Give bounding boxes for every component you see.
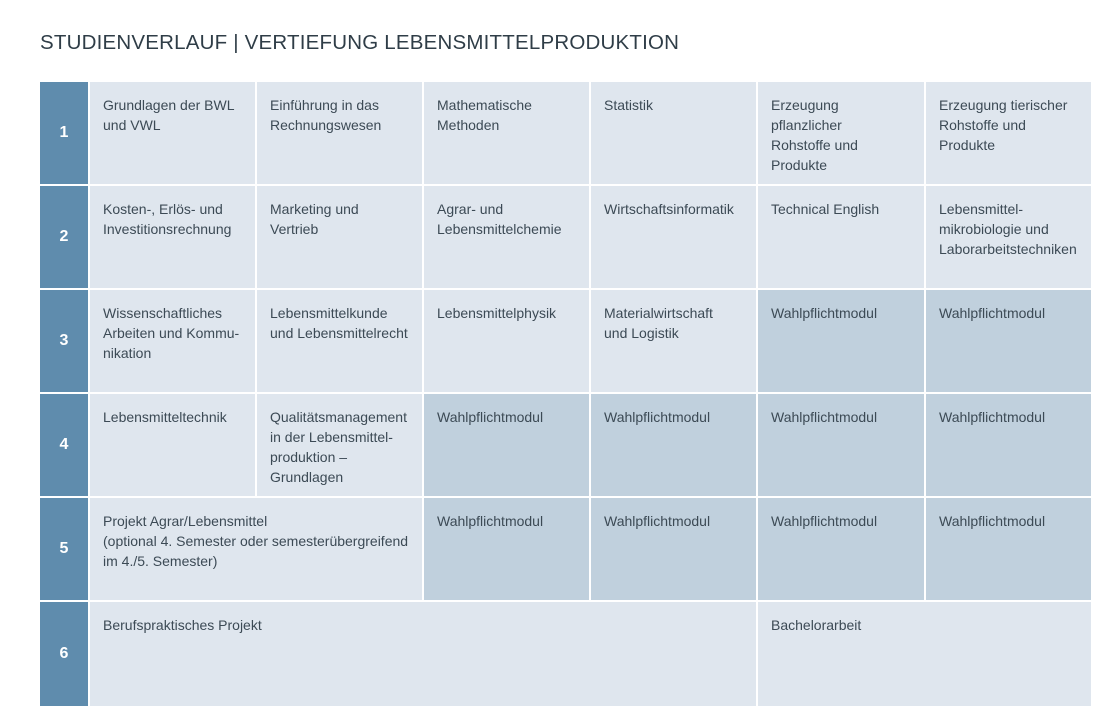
- semester-number: 4: [40, 394, 88, 496]
- elective-module-cell: Wahlpflichtmodul: [758, 290, 924, 392]
- module-cell: Wissenschaftliches Arbeiten und Kommu- nikation: [90, 290, 255, 392]
- elective-module-cell: Wahlpflichtmodul: [758, 498, 924, 600]
- elective-module-cell: Wahlpflichtmodul: [591, 498, 756, 600]
- semester-number: 1: [40, 82, 88, 184]
- module-cell: Materialwirtschaft und Logistik: [591, 290, 756, 392]
- elective-module-cell: Wahlpflichtmodul: [926, 394, 1091, 496]
- module-cell: Statistik: [591, 82, 756, 184]
- elective-module-cell: Wahlpflichtmodul: [424, 394, 589, 496]
- practical-project-cell: Berufspraktisches Projekt: [90, 602, 756, 706]
- module-cell: Lebensmittelphysik: [424, 290, 589, 392]
- module-cell: Lebensmittel- mikrobiologie und Laborarbeitstechniken: [926, 186, 1091, 288]
- project-module-cell: Projekt Agrar/Lebensmittel (optional 4. Semester oder semesterübergreifend im 4./5. Semester): [90, 498, 422, 600]
- page-title: STUDIENVERLAUF | VERTIEFUNG LEBENSMITTELPRODUKTION: [40, 31, 680, 54]
- module-cell: Grundlagen der BWL und VWL: [90, 82, 255, 184]
- elective-module-cell: Wahlpflichtmodul: [926, 498, 1091, 600]
- module-cell: Lebensmittelkunde und Lebensmittelrecht: [257, 290, 422, 392]
- bachelor-thesis-cell: Bachelorarbeit: [758, 602, 1091, 706]
- module-cell: Marketing und Vertrieb: [257, 186, 422, 288]
- elective-module-cell: Wahlpflichtmodul: [591, 394, 756, 496]
- elective-module-cell: Wahlpflichtmodul: [758, 394, 924, 496]
- semester-number: 2: [40, 186, 88, 288]
- module-cell: Agrar- und Lebensmittelchemie: [424, 186, 589, 288]
- module-cell: Wirtschaftsinformatik: [591, 186, 756, 288]
- module-cell: Kosten-, Erlös- und Investitionsrechnung: [90, 186, 255, 288]
- module-cell: Mathematische Methoden: [424, 82, 589, 184]
- semester-number: 5: [40, 498, 88, 600]
- semester-number: 3: [40, 290, 88, 392]
- curriculum-table: [40, 82, 1081, 696]
- module-cell: Technical English: [758, 186, 924, 288]
- elective-module-cell: Wahlpflichtmodul: [926, 290, 1091, 392]
- module-cell: Qualitätsmanagement in der Lebensmittel- produktion – Grundlagen: [257, 394, 422, 496]
- semester-number: 6: [40, 602, 88, 706]
- module-cell: Einführung in das Rechnungswesen: [257, 82, 422, 184]
- module-cell: Erzeugung tierischer Rohstoffe und Produkte: [926, 82, 1091, 184]
- module-cell: Erzeugung pflanzlicher Rohstoffe und Produkte: [758, 82, 924, 184]
- elective-module-cell: Wahlpflichtmodul: [424, 498, 589, 600]
- module-cell: Lebensmitteltechnik: [90, 394, 255, 496]
